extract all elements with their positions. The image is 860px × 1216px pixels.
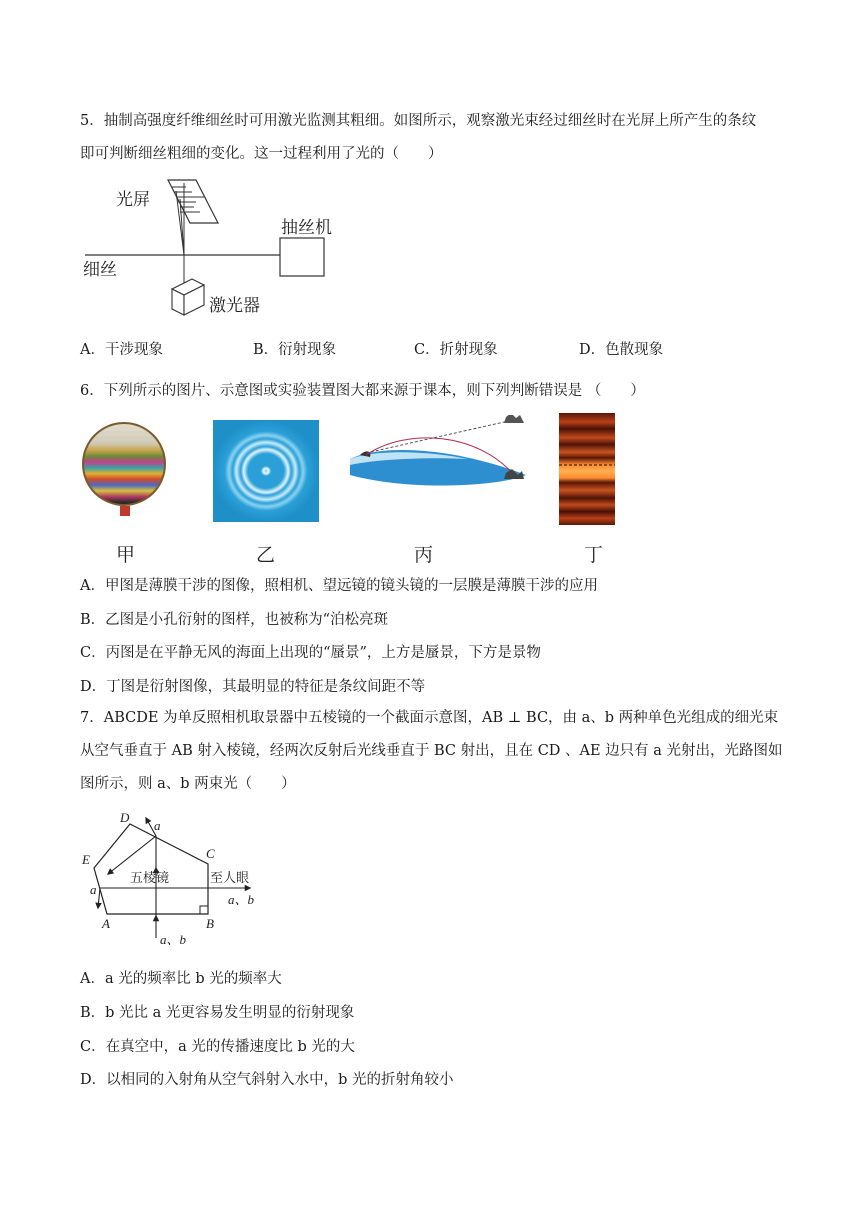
q6-stem-line1: 6．下列所示的图片、示意图或实验装置图大都来源于课本，则下列判断错误是 （ ） bbox=[80, 383, 645, 399]
q6-option-d[interactable]: D．丁图是衍射图像，其最明显的特征是条纹间距不等 bbox=[80, 679, 426, 695]
label-a-left: a bbox=[90, 882, 97, 897]
label-laser: 激光器 bbox=[209, 296, 260, 316]
q7-prism-diagram bbox=[78, 808, 268, 953]
q6-option-a[interactable]: A．甲图是薄膜干涉的图像，照相机、望远镜的镜头镜的一层膜是薄膜干涉的应用 bbox=[80, 578, 598, 594]
q7-option-d[interactable]: D．以相同的入射角从空气斜射入水中，b 光的折射角较小 bbox=[80, 1072, 454, 1088]
label-a-top: a bbox=[154, 818, 161, 833]
vertex-A: A bbox=[102, 916, 110, 931]
caption-yi: 乙 bbox=[256, 544, 276, 566]
laser-cube bbox=[172, 279, 204, 315]
q6-option-b[interactable]: B．乙图是小孔衍射的图样，也被称为“泊松亮斑 bbox=[80, 612, 389, 628]
q6-figure-jia bbox=[80, 416, 168, 526]
q7-option-b[interactable]: B．b 光比 a 光更容易发生明显的衍射现象 bbox=[80, 1005, 355, 1021]
caption-ding: 丁 bbox=[584, 544, 604, 566]
q5-laser-diagram bbox=[80, 175, 350, 325]
vertex-C: C bbox=[206, 846, 215, 861]
caption-bing: 丙 bbox=[414, 544, 434, 566]
label-ab-exit: a、b bbox=[228, 892, 255, 907]
q7-stem-line2: 从空气垂直于 AB 射入棱镜，经两次反射后光线垂直于 BC 射出，且在 CD 、AE 边只有 a 光射出，光路图如 bbox=[80, 743, 783, 759]
q5-stem-line2: 即可判断细丝粗细的变化。这一过程利用了光的（ ） bbox=[80, 146, 443, 162]
q7-stem-line1: 7．ABCDE 为单反照相机取景器中五棱镜的一个截面示意图，AB ⊥ BC，由 a、b 两种单色光组成的细光束 bbox=[80, 710, 779, 726]
q5-option-a[interactable]: A．干涉现象 bbox=[80, 342, 163, 358]
label-wire: 细丝 bbox=[83, 260, 117, 280]
spinning-machine bbox=[280, 238, 324, 276]
q5-option-c[interactable]: C．折射现象 bbox=[414, 342, 498, 358]
caption-jia: 甲 bbox=[116, 544, 136, 566]
q5-stem-line1: 5．抽制高强度纤维细丝时可用激光监测其粗细。如图所示，观察激光束经过细丝时在光屏上所产生的条纹 bbox=[80, 113, 757, 129]
q7-option-a[interactable]: A．a 光的频率比 b 光的频率大 bbox=[80, 971, 282, 987]
q6-option-c[interactable]: C．丙图是在平静无风的海面上出现的“蜃景”，上方是蜃景，下方是景物 bbox=[80, 645, 541, 661]
q6-figure-bing bbox=[348, 415, 530, 495]
pentaprism bbox=[94, 824, 208, 914]
q5-option-b[interactable]: B．衍射现象 bbox=[253, 342, 337, 358]
vertex-E: E bbox=[82, 852, 90, 867]
vertex-D: D bbox=[120, 810, 130, 825]
label-machine: 抽丝机 bbox=[281, 218, 332, 238]
q6-figure-ding bbox=[559, 413, 615, 525]
label-screen: 光屏 bbox=[116, 190, 150, 210]
label-ab-in: a、b bbox=[160, 932, 187, 947]
q7-stem-line3: 图所示，则 a、b 两束光（ ） bbox=[80, 776, 296, 792]
q5-option-d[interactable]: D．色散现象 bbox=[579, 342, 664, 358]
label-to-eye: 至人眼 bbox=[210, 871, 250, 886]
vertex-B: B bbox=[206, 916, 214, 931]
q6-figure-yi bbox=[213, 420, 319, 522]
q7-option-c[interactable]: C．在真空中，a 光的传播速度比 b 光的大 bbox=[80, 1039, 355, 1055]
label-prism: 五棱镜 bbox=[130, 871, 170, 886]
